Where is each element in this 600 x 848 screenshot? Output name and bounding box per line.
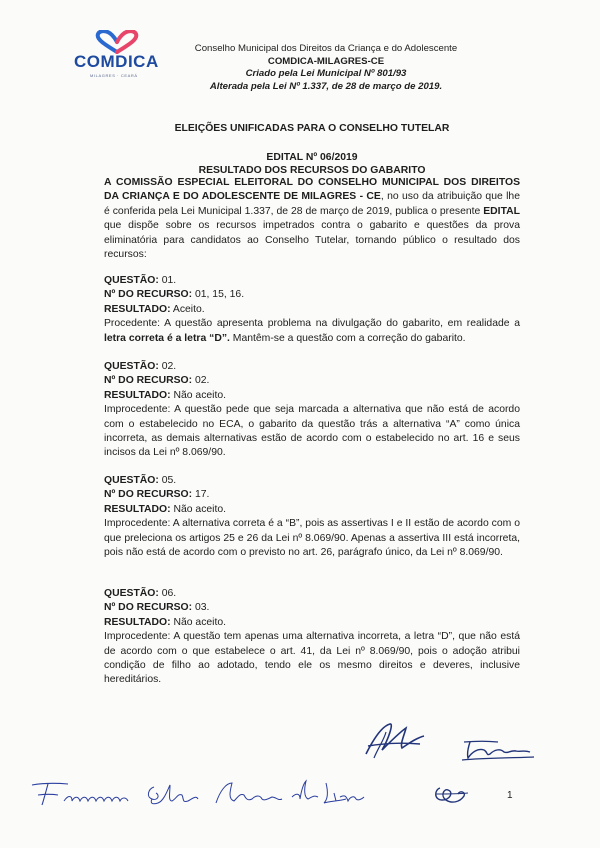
questao-label: QUESTÃO: [104, 588, 159, 599]
intro-paragraph [104, 176, 520, 262]
resultado-value: Não aceito. [173, 389, 227, 401]
header-acronym: COMDICA-MILAGRES-CE [267, 55, 385, 67]
recurso-value: 17. [194, 489, 210, 501]
signature-2 [458, 736, 540, 764]
justification: Procedente: A questão apresenta problema na divulgação do gabarito, em realidade a letra correta é a letra “D”. Mantêm-se a questão com a correção do gabarito. [104, 318, 520, 344]
logo-tagline: MILAGRES · CEARÁ [90, 73, 138, 78]
recurso-value: 03. [194, 602, 210, 614]
recurso-label: Nº DO RECURSO: [104, 375, 193, 387]
logo-wordmark: COMDICA [74, 52, 159, 71]
signature-name [28, 777, 368, 811]
questao-value: 05. [161, 475, 177, 486]
question-block [104, 587, 520, 688]
comdica-logo [74, 30, 170, 92]
question-block [104, 474, 520, 560]
header-amended-by: Alterada pela Lei Nº 1.337, de 28 de março de 2019. [209, 80, 443, 92]
resultado-label: RESULTADO: [104, 616, 171, 628]
intro-text-a: , no uso da atribuição que lhe é conferida pela Lei Municipal 1.337, de 28 de março de 2019, publica o presente [104, 191, 520, 217]
questao-value: 01. [161, 275, 177, 286]
questao-label: QUESTÃO: [104, 275, 159, 286]
initials-mark [430, 782, 472, 808]
header-council-name: Conselho Municipal dos Direitos da Criança e do Adolescente [194, 43, 458, 54]
signature-1 [360, 718, 430, 762]
justification: Improcedente: A questão pede que seja marcada a alternativa que não está de acordo com o estabelecido no ECA, o gabarito da questão trás a alternativa “A” como única incorreta, as demais alternativas estão de acordo com o estabelecido no art. 16 e seus incisos da Lei nº 8.069/90. [104, 404, 520, 459]
intro-text-b: que dispõe sobre os recursos impetrados contra o gabarito e questões da prova eliminatória para candidatos ao Conselho Tutelar, tornando público o resultado dos recursos: [104, 220, 520, 261]
resultado-value: Não aceito. [173, 616, 227, 628]
questao-value: 06. [161, 588, 177, 599]
justification: Improcedente: A alternativa correta é a “B”, pois as assertivas I e II estão de acordo com o que preleciona os artigos 25 e 26 da Lei nº 8.069/90. Apenas a assertiva III está incorreta, pois não está de acordo com o previsto no art. 26, parágrafo único, da Lei nº 8.069/90. [104, 518, 520, 559]
questao-label: QUESTÃO: [104, 475, 159, 486]
recurso-label: Nº DO RECURSO: [104, 602, 193, 614]
question-block [104, 274, 520, 346]
header-created-by: Criado pela Lei Municipal Nº 801/93 [245, 68, 407, 80]
recurso-label: Nº DO RECURSO: [104, 289, 193, 301]
recurso-value: 02. [194, 375, 210, 387]
document-heading: ELEIÇÕES UNIFICADAS PARA O CONSELHO TUTELAR [174, 123, 450, 134]
intro-edital: EDITAL [483, 205, 520, 217]
questao-value: 02. [161, 361, 177, 372]
letterhead [176, 43, 476, 93]
resultado-label: RESULTADO: [104, 303, 171, 315]
intro-commission: A COMISSÃO ESPECIAL ELEITORAL DO CONSELHO MUNICIPAL DOS DIREITOS DA CRIANÇA E DO ADOLESCENTE DE MILAGRES - CE [104, 177, 520, 203]
question-block [104, 360, 520, 461]
page-number: 1 [507, 790, 513, 801]
resultado-label: RESULTADO: [104, 503, 171, 515]
document-subtitle: RESULTADO DOS RECURSOS DO GABARITO [198, 165, 426, 176]
justification: Improcedente: A questão tem apenas uma alternativa incorreta, a letra “D”, que não está de acordo com o que estabelece o art. 41, da Lei nº 8.069/90, pois o adoção atribui condição de filho ao adotado, tendo ele os mesmo direitos e deveres, inclusive hereditários. [104, 631, 520, 686]
recurso-label: Nº DO RECURSO: [104, 489, 193, 501]
heart-logo-icon [94, 30, 140, 54]
resultado-label: RESULTADO: [104, 389, 171, 401]
resultado-value: Aceito. [172, 303, 205, 315]
edital-number: EDITAL Nº 06/2019 [266, 152, 358, 163]
questao-label: QUESTÃO: [104, 361, 159, 372]
recurso-value: 01, 15, 16. [194, 289, 245, 301]
resultado-value: Não aceito. [173, 503, 227, 515]
